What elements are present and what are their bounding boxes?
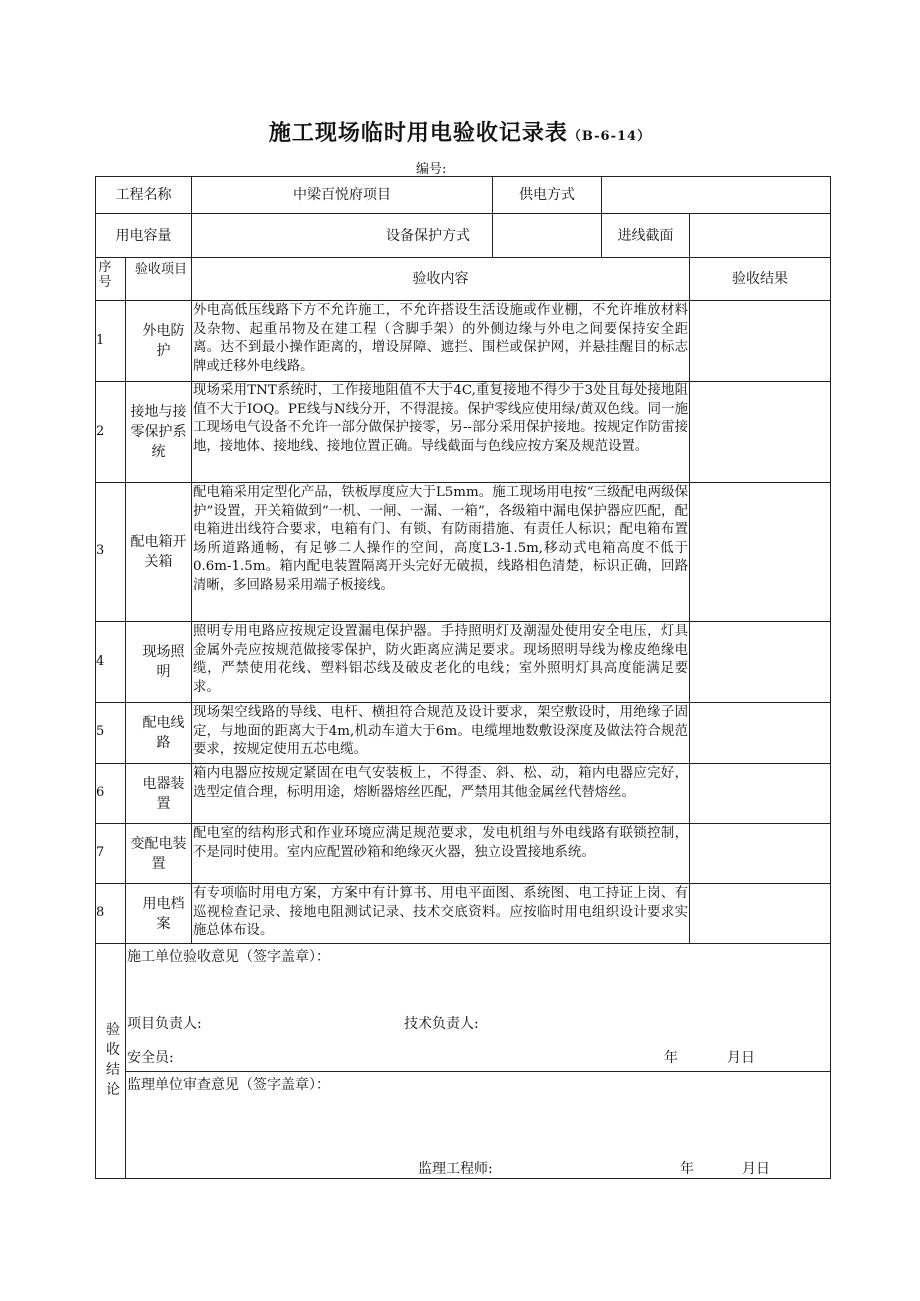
col-item: 验收项目 (134, 262, 187, 277)
row-content: 有专项临时用电方案，方案中有计算书、用电平面图、系统图、电工持证上岗、有巡视检查记录、接地电阻测试记录、技术交底资料。应按临时用电组织设计要求实施总体布设。 (193, 886, 688, 938)
power-supply-value[interactable] (602, 177, 830, 213)
month-day-label-2: 月日 (742, 1161, 770, 1177)
year-label-2: 年 (680, 1161, 694, 1177)
row-result[interactable] (690, 884, 830, 943)
form-number-label: 编号: (416, 162, 447, 177)
row-content: 配电箱采用定型化产品，铁板厚度应大于L5mm。施工现场用电按“三级配电两级保护”设置，开关箱做到“一机、一闸、一漏、一箱”，各级箱中漏电保护器应匹配，配电箱进出线符合要求，电箱有门、有锁、有防雨措施、有责任人标识；配电箱布置场所道路通畅，有足够二人操作的空间，高度L3-1.5m,移动式电箱高度不低于0.6m-1.5m。箱内配电装置隔离开头完好无破损，线路相色清楚，标识正确，回路清晰，多回路易采用端子板接线。 (193, 485, 688, 593)
page-title (0, 116, 920, 147)
row-divider (95, 943, 831, 944)
row-item: 变配电装置 (130, 835, 187, 872)
row-item: 外电防护 (142, 323, 185, 359)
project-name-value[interactable]: 中梁百悦府项目 (293, 187, 391, 203)
row-result[interactable] (690, 764, 830, 823)
form-code: （B-6-14） (567, 129, 652, 144)
row-seq: 4 (96, 654, 105, 669)
row-result[interactable] (690, 622, 830, 702)
row-result[interactable] (690, 483, 830, 621)
row-seq: 3 (96, 543, 105, 558)
row-item: 接地与接零保护系统 (130, 404, 187, 460)
row-item: 配电箱开关箱 (130, 534, 187, 570)
row-item: 配电线路 (142, 715, 185, 751)
row-result[interactable] (690, 703, 830, 763)
power-supply-label: 供电方式 (519, 187, 575, 203)
supervising-engineer-label: 监理工程师: (418, 1161, 493, 1177)
row-item: 电器装置 (142, 775, 185, 812)
col-divider (191, 257, 192, 943)
row-result[interactable] (690, 301, 830, 381)
row-result[interactable] (690, 824, 830, 883)
row-content: 外电高低压线路下方不允许施工，不允许搭设生活设施或作业棚，不允许堆放材料及杂物、起重吊物及在建工程（含脚手架）的外侧边缘与外电之间要保持安全距离。达不到最小操作距离的，增设屏障、遮拦、围栏或保护网，并悬挂醒目的标志牌或迁移外电线路。 (193, 303, 688, 374)
safety-officer-label: 安全员: (127, 1050, 174, 1066)
row-content: 照明专用电路应按规定设置漏电保护器。手持照明灯及潮湿处使用安全电压，灯具金属外壳应按规范做接零保护，防火距离应满足要求。现场照明导线为橡皮绝缘电缆，严禁使用花线、塑料铝芯线及破皮老化的电线；室外照明灯具高度能满足要求。 (193, 624, 688, 695)
section-label: 进线截面 (617, 227, 674, 244)
project-manager-label: 项目负责人: (127, 1016, 202, 1032)
row-seq: 6 (96, 785, 105, 800)
tech-manager-label: 技术负责人: (404, 1016, 479, 1032)
row-seq: 8 (96, 905, 105, 920)
row-seq: 5 (96, 724, 105, 739)
protection-value[interactable] (493, 214, 601, 257)
project-name-label: 工程名称 (115, 187, 172, 203)
row-seq: 7 (96, 845, 105, 860)
row-content: 现场采用TNT系统时，工作接地阻值不大于4C,重复接地不得少于3处且每处接地阻值不大于IOQ。PE线与N线分开，不得混接。保护零线应使用绿/黄双色线。同一施工现场电气设备不允许一部分做保护接零，另--部分采用保护接地。按规定作防雷接地，接地体、接地线、接地位置正确。导线截面与色线应按方案及规范设置。 (193, 383, 688, 454)
col-seq: 序号 (98, 260, 112, 290)
row-item: 现场照明 (142, 644, 185, 680)
protection-label: 设备保护方式 (386, 227, 470, 244)
row-content: 箱内电器应按规定紧固在电气安装板上，不得歪、斜、松、动，箱内电器应完好，选型定值合理，标明用途，熔断器熔丝匹配，严禁用其他金属丝代替熔丝。 (193, 766, 688, 800)
row-seq: 1 (96, 333, 105, 348)
col-result: 验收结果 (732, 271, 788, 287)
year-label: 年 (664, 1050, 678, 1066)
supervisor-opinion-label: 监理单位审查意见（签字盖章）： (127, 1077, 330, 1093)
conclusion-divider (125, 1071, 831, 1072)
col-content: 验收内容 (412, 271, 469, 287)
title-text: 施工现场临时用电验收记录表 (268, 120, 568, 146)
section-value[interactable] (690, 214, 830, 257)
month-day-label: 月日 (727, 1050, 755, 1066)
row-content: 配电室的结构形式和作业环境应满足规范要求，发电机组与外电线路有联锁控制，不是同时使用。室内应配置砂箱和绝缘灭火器，独立设置接地系统。 (193, 826, 688, 860)
row-item: 用电档案 (142, 895, 185, 932)
row-seq: 2 (96, 424, 105, 439)
row-content: 现场架空线路的导线、电杆、横担符合规范及设计要求，架空敷设时，用绝缘子固定，与地面的距离大于4m,机动车道大于6m。电缆埋地数敷设深度及做法符合规范要求，按规定使用五芯电缆。 (193, 705, 688, 757)
row-result[interactable] (690, 382, 830, 482)
capacity-label: 用电容量 (115, 227, 172, 244)
conclusion-label: 验收结论 (106, 1022, 120, 1098)
contractor-opinion-label: 施工单位验收意见（签字盖章）： (127, 949, 330, 965)
